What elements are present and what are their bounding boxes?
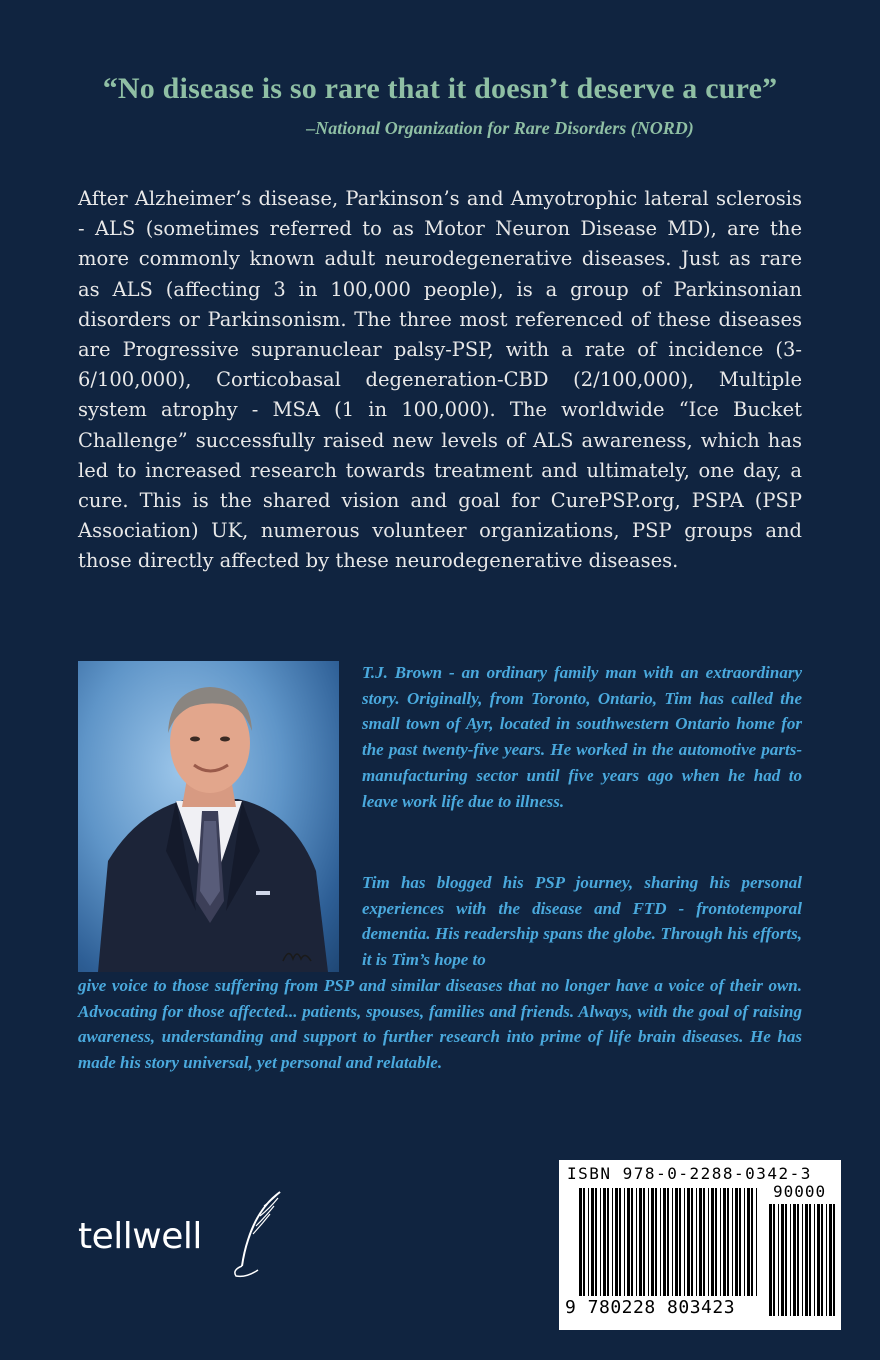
barcode-digits: 9 780228 803423 xyxy=(565,1297,736,1318)
isbn-label: ISBN 978-0-2288-0342-3 xyxy=(567,1164,812,1183)
author-photo xyxy=(78,661,339,972)
cover-quote: “No disease is so rare that it doesn’t deserve a cure” xyxy=(102,72,778,105)
author-bio-paragraph-1: T.J. Brown - an ordinary family man with an extraordinary story. Originally, from Toronto, Ontario, Tim has called the small town of Ayr, located in southwestern Ontario home for the past twenty-five years. He worked in the automotive parts-manufacturing sector until five years ago when he had to leave work life due to illness. xyxy=(362,663,802,811)
publisher-logo xyxy=(78,1190,288,1290)
quill-icon xyxy=(228,1190,288,1280)
quote-attribution: –National Organization for Rare Disorders (NORD) xyxy=(306,118,694,138)
book-description: After Alzheimer’s disease, Parkinson’s and Amyotrophic lateral sclerosis - ALS (sometimes referred to as Motor Neuron Disease MD), are the more commonly known adult neurodegenerative diseases. Just as rare as ALS (affecting 3 in 100,000 people), is a group of Parkinsonian disorders or Parkinsonism. The three most referenced of these diseases are Progressive supranuclear palsy-PSP, with a rate of incidence (3-6/100,000), Corticobasal degeneration-CBD (2/100,000), Multiple system atrophy - MSA (1 in 100,000). The worldwide “Ice Bucket Challenge” successfully raised new levels of ALS awareness, which has led to increased research towards treatment and ultimately, one day, a cure. This is the shared vision and goal for CurePSP.org, PSPA (PSP Association) UK, numerous volunteer organizations, PSP groups and those directly affected by these neurodegenerative diseases. xyxy=(78,187,802,573)
publisher-name: tellwell xyxy=(78,1216,202,1257)
author-bio-paragraph-2-start: Tim has blogged his PSP journey, sharing his personal experiences with the disease and FTD - frontotemporal dementia. His readership spans the globe. Through his efforts, it is Tim’s hope to xyxy=(362,873,802,970)
isbn-barcode xyxy=(559,1160,841,1330)
barcode-addon-digits: 90000 xyxy=(773,1182,827,1201)
author-bio-paragraph-2-end: give voice to those suffering from PSP and similar diseases that no longer have a voice of their own. Advocating for those affected... patients, spouses, families and friends. Always, with the goal of raising awareness, understanding and support to further research into prime of life brain diseases. He has made his story universal, yet personal and relatable. xyxy=(78,976,802,1073)
